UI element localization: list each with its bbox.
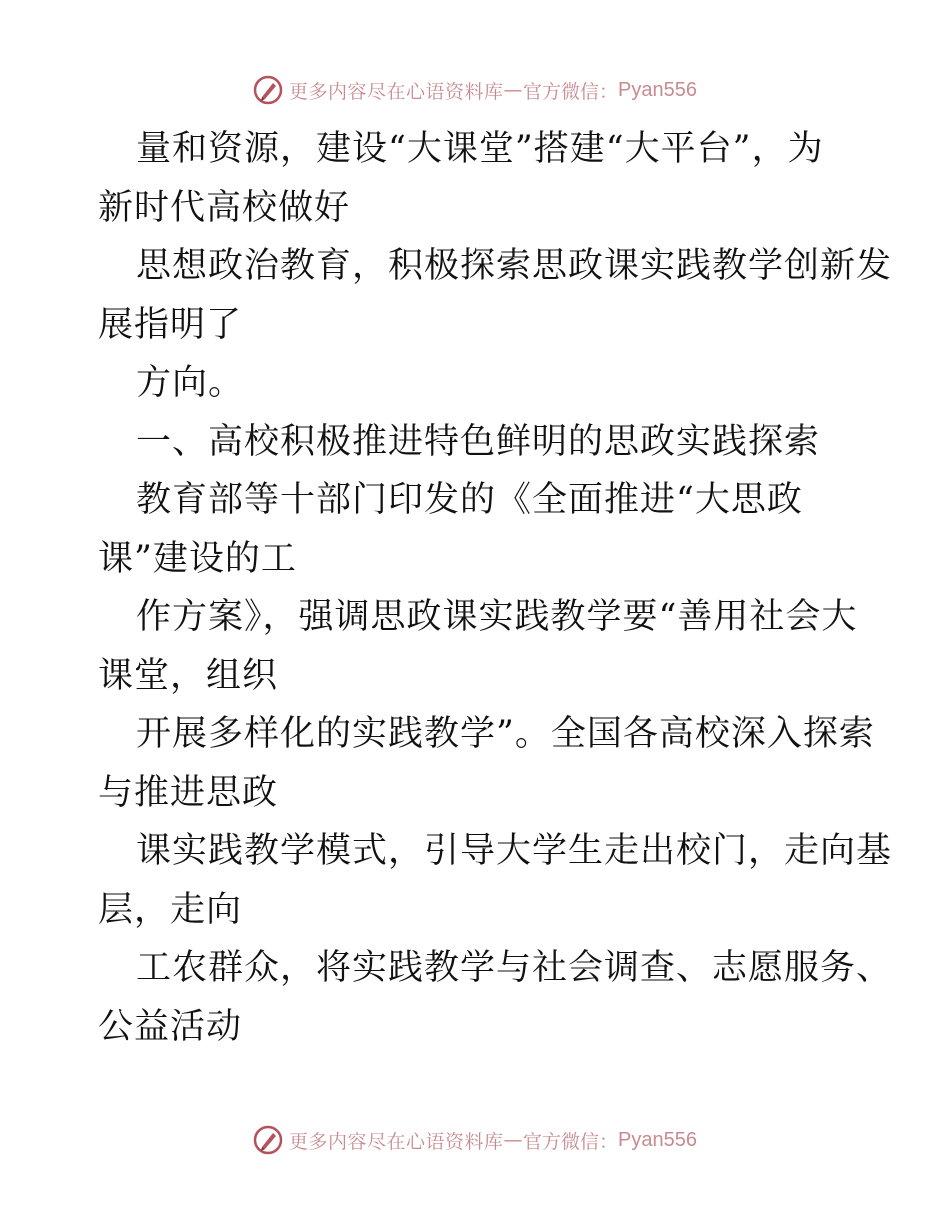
body-line: 开展多样化的实践教学”。全国各高校深入探索 [136, 714, 875, 754]
watermark-wechat-id: Pyan556 [618, 1128, 697, 1151]
body-line: 新时代高校做好 [98, 187, 351, 228]
body-line: 工农群众，将实践教学与社会调查、志愿服务、 [136, 948, 893, 988]
body-line: 教育部等十部门印发的《全面推进“大思政 [136, 480, 803, 520]
watermark-wechat-id: Pyan556 [618, 78, 697, 101]
body-line: 课堂，组织 [98, 655, 279, 696]
body-line: 公益活动 [98, 1006, 243, 1047]
header-watermark [0, 70, 950, 110]
watermark-label: 官方微信： [523, 80, 619, 103]
body-line: 方向。 [136, 363, 245, 403]
document-body [98, 120, 893, 1056]
body-line: 层，走向 [98, 889, 243, 930]
body-line: 课实践教学模式，引导大学生走出校门，走向基 [136, 831, 893, 871]
body-line: 作方案》，强调思政课实践教学要“善用社会大 [136, 597, 858, 637]
body-line: 与推进思政 [98, 772, 279, 813]
footer-watermark [0, 1120, 950, 1160]
body-line: 课”建设的工 [98, 538, 297, 579]
watermark-separator: — [503, 1129, 524, 1151]
pen-logo-icon [253, 1125, 283, 1155]
watermark-text: 更多内容尽在心语资料库 [289, 1130, 504, 1153]
body-line: 量和资源，建设“大课堂”搭建“大平台”，为 [136, 129, 824, 169]
section-heading: 一、高校积极推进特色鲜明的思政实践探索 [136, 421, 821, 462]
watermark-text: 更多内容尽在心语资料库 [289, 80, 504, 103]
body-line: 思想政治教育，积极探索思政课实践教学创新发 [136, 246, 893, 286]
pen-logo-icon [253, 75, 283, 105]
watermark-label: 官方微信： [523, 1130, 619, 1153]
watermark-separator: — [503, 79, 524, 101]
body-line: 展指明了 [98, 304, 243, 345]
